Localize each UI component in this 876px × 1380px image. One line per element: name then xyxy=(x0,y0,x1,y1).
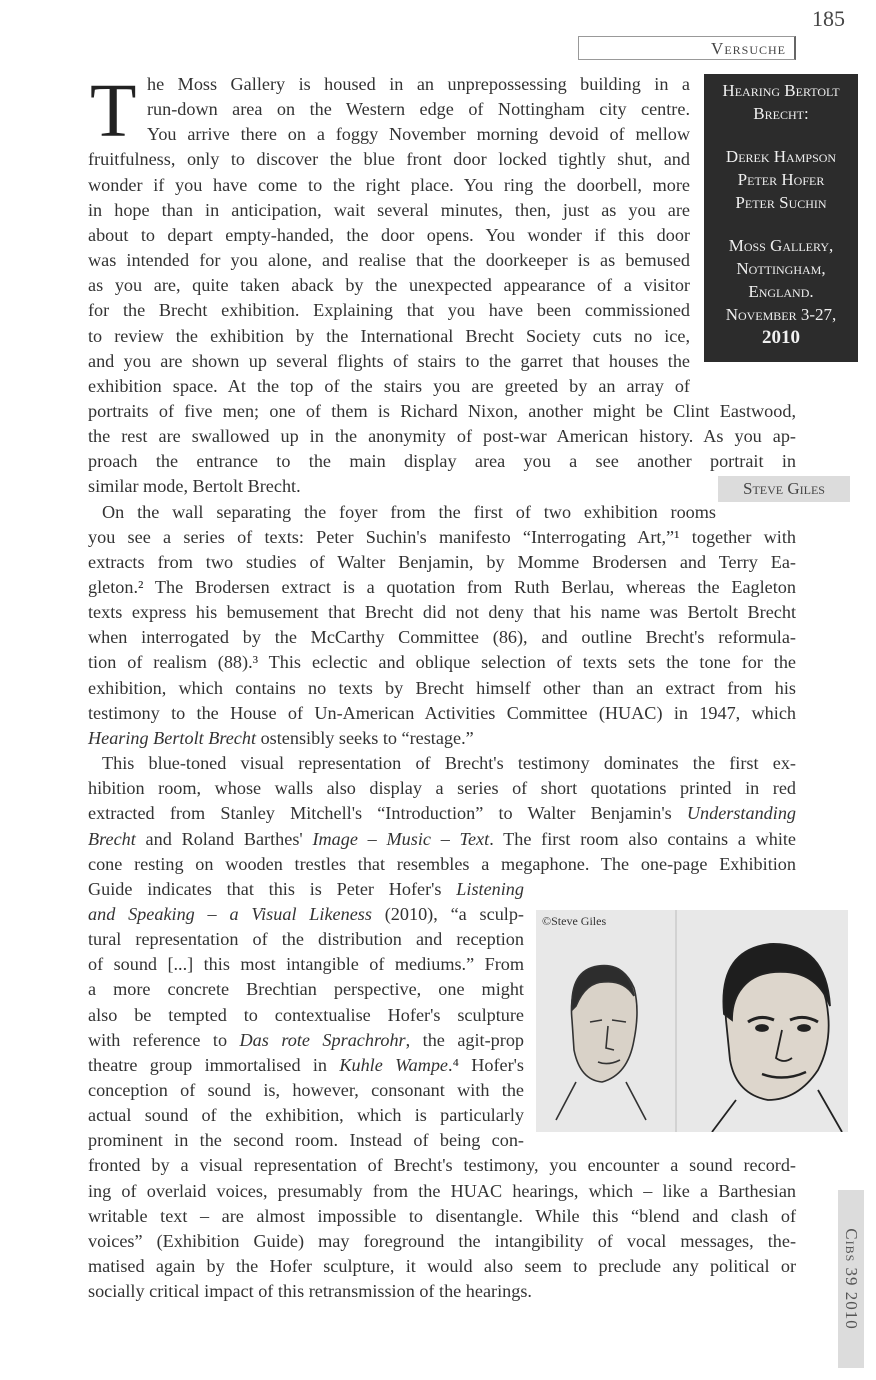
article-line: also be tempted to contextualise Hofer's sculpture xyxy=(88,1004,524,1025)
article-line: as you are, quite taken aback by the unexpected appearance of a visitor xyxy=(88,275,690,296)
article-line: and you are shown up several flights of stairs to the garret that houses the xyxy=(88,350,690,371)
article-line: actual sound of the exhibition, which is particularly xyxy=(88,1105,524,1126)
article-line: in hope than in anticipation, wait several minutes, then, just as you are xyxy=(88,199,690,220)
article-line: exhibition space. At the top of the stairs you are greeted by an array of xyxy=(88,375,690,396)
article-line: matised again by the Hofer sculpture, it would also seem to preclude any political or xyxy=(88,1256,796,1277)
article-line: you see a series of texts: Peter Suchin's manifesto “Interrogating Art,”¹ together with xyxy=(88,526,796,547)
journal-tag xyxy=(838,1190,864,1368)
portraits-image xyxy=(536,910,848,1132)
article-line: texts express his bemusement that Brecht did not deny that his name was Bertolt Brecht xyxy=(88,602,796,623)
drop-cap: T xyxy=(90,69,137,153)
article-line: writable text – are almost impossible to disentangle. While this “blend and clash of xyxy=(88,1205,796,1226)
article-line: extracted from Stanley Mitchell's “Introduction” to Walter Benjamin's Understanding xyxy=(88,803,796,824)
article-line: the rest are swallowed up in the anonymity of post-war American history. As you ap- xyxy=(88,426,796,447)
portrait-photo xyxy=(536,910,848,1132)
article-line: exhibition, which contains no texts by Brecht himself other than an extract from his xyxy=(88,677,796,698)
article-line: about to depart empty-handed, the door opens. You wonder if this door xyxy=(88,224,690,245)
journal-label: Cibs 39 2010 xyxy=(842,1228,861,1330)
article-line: wonder if you have come to the right place. You ring the doorbell, more xyxy=(88,174,690,195)
article-line: proach the entrance to the main display area you a see another portrait in xyxy=(88,451,796,472)
article-line: when interrogated by the McCarthy Committee (86), and outline Brecht's reformula- xyxy=(88,627,796,648)
article-line: with reference to Das rote Sprachrohr, the agit-prop xyxy=(88,1029,525,1050)
article-line: You arrive there on a foggy November morning devoid of mellow xyxy=(147,124,690,145)
photo-credit: ©Steve Giles xyxy=(542,914,607,928)
article-line: and Speaking – a Visual Likeness (2010), “a sculp- xyxy=(88,903,524,924)
page-number: 185 xyxy=(812,6,845,31)
artist-name: Derek Hampson xyxy=(725,147,837,166)
article-line: fronted by a visual representation of Brecht's testimony, you encounter a sound record- xyxy=(88,1155,796,1176)
article-line: portraits of five men; one of them is Richard Nixon, another might be Clint Eastwood, xyxy=(88,400,796,421)
article-line: socially critical impact of this retransmission of the hearings. xyxy=(88,1281,532,1302)
article-line: On the wall separating the foyer from the first of two exhibition rooms xyxy=(102,501,716,522)
venue-line: Nottingham, xyxy=(736,259,826,278)
article-line: for the Brecht exhibition. Explaining that you have been commissioned xyxy=(88,300,690,321)
artist-name: Peter Suchin xyxy=(735,193,827,212)
date-line: November 3-27, xyxy=(725,305,837,324)
article-line: prominent in the second room. Instead of being con- xyxy=(88,1130,524,1151)
article-line: was intended for you alone, and realise that the doorkeeper is as bemused xyxy=(88,250,690,271)
article-line: to review the exhibition by the International Brecht Society cuts no ice, xyxy=(88,325,690,346)
venue-line: England. xyxy=(748,282,814,301)
article-line: extracts from two studies of Walter Benjamin, by Momme Brodersen and Terry Ea- xyxy=(88,551,796,572)
article-line: Hearing Bertolt Brecht ostensibly seeks to “restage.” xyxy=(88,727,474,748)
article-line: a more concrete Brechtian perspective, one might xyxy=(88,979,524,1000)
article-line: testimony to the House of Un-American Activities Committee (HUAC) in 1947, which xyxy=(88,702,796,723)
article-line: voices” (Exhibition Guide) may foreground the intangibility of vocal messages, the- xyxy=(88,1230,796,1251)
section-label: Versuche xyxy=(578,36,796,60)
article-line: This blue-toned visual representation of Brecht's testimony dominates the first ex- xyxy=(102,753,796,774)
article-line: hibition room, whose walls also display a series of short quotations printed in red xyxy=(88,778,796,799)
article-line: theatre group immortalised in Kuhle Wampe.⁴ Hofer's xyxy=(88,1054,525,1075)
artist-name: Peter Hofer xyxy=(737,170,825,189)
article-line: tural representation of the distribution and reception xyxy=(88,929,524,950)
article-line: of sound [...] this most intangible of mediums.” From xyxy=(88,954,524,975)
article-line: fruitfulness, only to discover the blue front door locked tightly shut, and xyxy=(88,149,690,170)
article-line: run-down area on the Western edge of Nottingham city centre. xyxy=(147,99,690,120)
article-line: ing of overlaid voices, presumably from the HUAC hearings, which – like a Barthesian xyxy=(88,1180,796,1201)
article-line: he Moss Gallery is housed in an unprepossessing building in a xyxy=(147,74,690,94)
article-line: tion of realism (88).³ This eclectic and oblique selection of texts sets the tone for the xyxy=(88,652,796,673)
article-line: cone resting on wooden trestles that resembles a megaphone. The one-page Exhibition xyxy=(88,853,796,874)
author-tag: Steve Giles xyxy=(718,476,850,502)
year-line: 2010 xyxy=(762,327,800,348)
article-line: Guide indicates that this is Peter Hofer's Listening xyxy=(88,878,524,899)
review-info-box xyxy=(704,74,858,362)
venue-line: Moss Gallery, xyxy=(728,236,834,255)
article-line: similar mode, Bertolt Brecht. xyxy=(88,476,301,497)
article-line: gleton.² The Brodersen extract is a quotation from Ruth Berlau, whereas the Eagleton xyxy=(88,577,796,597)
article-line: conception of sound is, however, consonant with the xyxy=(88,1080,524,1100)
article-line: Brecht and Roland Barthes' Image – Music – Text. The first room also contains a white xyxy=(88,828,796,849)
review-title: Hearing Bertolt Brecht: xyxy=(722,81,840,123)
